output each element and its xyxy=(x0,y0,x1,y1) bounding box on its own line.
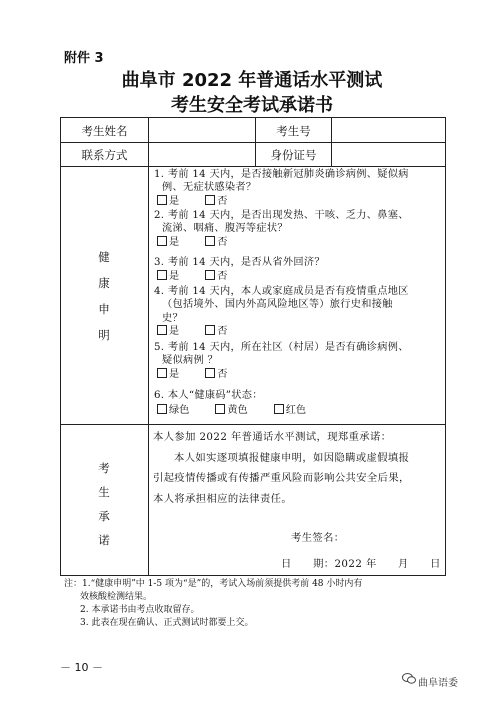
label-char: 承 xyxy=(98,509,110,523)
contact-input[interactable] xyxy=(149,143,255,166)
date-field[interactable]: 日 期：2022 年 月 日 xyxy=(281,558,441,570)
q2-options xyxy=(157,236,245,249)
attachment-label: 附件 3 xyxy=(64,51,104,66)
column-divider xyxy=(148,118,149,575)
checkbox-icon[interactable] xyxy=(205,368,215,378)
footnote: 3. 此表在现在确认、正式测试时都要上交。 xyxy=(80,618,254,628)
question-text: 5. 考前 14 天内，所在社区（村居）是否有确诊病例、 xyxy=(154,342,409,353)
q2-no-option[interactable]: 否 xyxy=(205,236,227,249)
row-divider xyxy=(61,424,445,425)
label-char: 明 xyxy=(98,328,110,342)
wechat-icon xyxy=(402,673,416,684)
label-char: 康 xyxy=(98,276,110,290)
watermark-text: 曲阜语委 xyxy=(418,678,458,689)
question-text: 2. 考前 14 天内，是否出现发热、干咳、乏力、鼻塞、 xyxy=(154,210,409,221)
exam-no-label: 考生号 xyxy=(276,124,311,138)
health-question-5 xyxy=(154,341,442,368)
pledge-section-label xyxy=(94,456,114,552)
health-section-label xyxy=(94,244,114,348)
label-char: 申 xyxy=(98,302,110,316)
pledge-paragraph: 本人如实逐项填报健康申明，如因隐瞒或虚假填报 xyxy=(174,451,410,464)
q2-yes-option[interactable]: 是 xyxy=(157,236,179,249)
question-text: 例、无症状感染者？ xyxy=(162,182,257,194)
checkbox-icon[interactable] xyxy=(205,236,215,246)
health-code-yellow-option[interactable]: 黄色 xyxy=(215,404,247,417)
checkbox-icon[interactable] xyxy=(157,270,167,280)
checkbox-icon[interactable] xyxy=(157,325,167,335)
q4-yes-option[interactable]: 是 xyxy=(157,325,179,338)
pledge-paragraph: 引起疫情传播或有传播严重风险而影响公共安全后果， xyxy=(153,472,410,484)
pledge-paragraph: 本人将承担相应的法律责任。 xyxy=(153,492,293,505)
health-question-3 xyxy=(154,256,442,269)
health-question-6: 6. 本人“健康码”状态： xyxy=(154,390,263,401)
q5-yes-option[interactable]: 是 xyxy=(157,368,179,381)
q4-no-option[interactable]: 否 xyxy=(205,325,227,338)
pledge-intro: 本人参加 2022 年普通话水平测试，现郑重承诺： xyxy=(153,431,392,443)
question-text: 流涕、咽痛、腹泻等症状？ xyxy=(162,223,288,235)
page-number: － 10 － xyxy=(60,661,103,674)
footnote: 注：1.“健康申明”中 1-5 项为“是”的，考试入场前须提供考前 48 小时内有 xyxy=(64,579,363,589)
checkbox-icon[interactable] xyxy=(215,404,225,414)
name-input[interactable] xyxy=(149,118,255,142)
question-text: 4. 考前 14 天内，本人或家庭成员是否有疫情重点地区 xyxy=(154,286,409,297)
checkbox-icon[interactable] xyxy=(205,325,215,335)
label-char: 诺 xyxy=(98,533,110,547)
q1-options xyxy=(157,195,245,208)
id-input[interactable] xyxy=(332,143,445,166)
q5-options xyxy=(157,368,245,381)
name-label: 考生姓名 xyxy=(81,124,128,138)
q5-no-option[interactable]: 否 xyxy=(205,368,227,381)
checkbox-icon[interactable] xyxy=(157,368,167,378)
pledge-form-table xyxy=(60,117,446,576)
checkbox-icon[interactable] xyxy=(274,404,284,414)
document-subtitle: 考生安全考试承诺书 xyxy=(171,95,333,116)
footnote: 2. 本承诺书由考点收取留存。 xyxy=(80,605,200,615)
health-question-4 xyxy=(154,285,442,325)
checkbox-icon[interactable] xyxy=(157,195,167,205)
q3-no-option[interactable]: 否 xyxy=(205,270,227,283)
footnotes xyxy=(64,578,444,630)
health-code-options xyxy=(157,404,324,417)
exam-no-input[interactable] xyxy=(332,118,445,142)
checkbox-icon[interactable] xyxy=(205,195,215,205)
q1-no-option[interactable]: 否 xyxy=(205,195,227,208)
health-question-1 xyxy=(154,168,442,195)
row-divider xyxy=(61,166,445,167)
label-char: 考 xyxy=(98,461,110,475)
question-text: 史？ xyxy=(162,312,183,324)
q4-options xyxy=(157,325,245,338)
question-text: 1. 考前 14 天内，是否接触新冠肺炎确诊病例、疑似病 xyxy=(154,169,409,180)
q3-yes-option[interactable]: 是 xyxy=(157,270,179,283)
health-code-green-option[interactable]: 绿色 xyxy=(157,404,189,417)
footnote: 效核酸检测结果。 xyxy=(80,592,153,602)
q3-options xyxy=(157,270,245,283)
question-text: 3. 考前 14 天内，是否从省外回济？ xyxy=(154,257,325,268)
contact-label: 联系方式 xyxy=(81,148,128,162)
health-code-red-option[interactable]: 红色 xyxy=(274,404,306,417)
health-question-2 xyxy=(154,209,442,236)
label-char: 生 xyxy=(98,485,110,499)
id-label: 身份证号 xyxy=(270,148,317,162)
question-text: （包括境外、国内外高风险地区等）旅行史和接触 xyxy=(162,299,393,311)
question-text: 疑似病例 ？ xyxy=(162,355,218,367)
checkbox-icon[interactable] xyxy=(205,270,215,280)
checkbox-icon[interactable] xyxy=(157,236,167,246)
q1-yes-option[interactable]: 是 xyxy=(157,195,179,208)
signature-field[interactable]: 考生签名： xyxy=(291,532,345,544)
checkbox-icon[interactable] xyxy=(157,404,167,414)
label-char: 健 xyxy=(98,250,110,264)
pledge-text xyxy=(153,427,443,509)
document-title: 曲阜市 2022 年普通话水平测试 xyxy=(121,70,383,91)
